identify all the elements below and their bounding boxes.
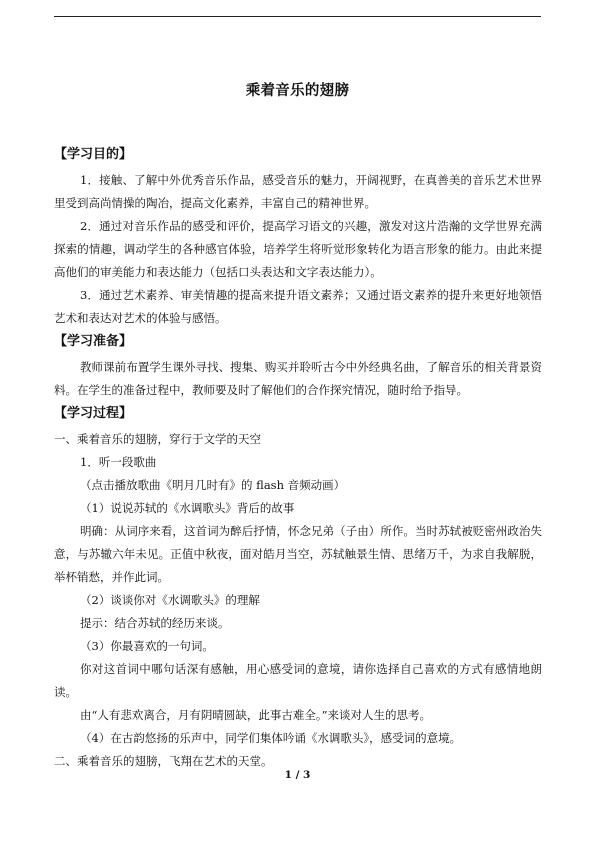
process-question-4: （4）在古韵悠扬的乐声中，同学们集体吟诵《水调歌头》，感受词的意境。 xyxy=(80,731,462,745)
heading-prep: 【学习准备】 xyxy=(54,334,133,349)
page-number: 1 / 3 xyxy=(284,769,311,781)
process-answer-paragraph: 明确：从词序来看，这首词为醉后抒情，怀念兄弟（子由）所作。当时苏轼被贬密州政治失意，与苏辙六年未见。正值中秋夜，面对皓月当空，苏轼触景生情、思绪万千，为求自我解脱，举杯销愁，并作此词。 xyxy=(54,524,542,584)
process-question-3: （3）你最喜欢的一句词。 xyxy=(80,639,214,653)
prep-paragraph: 教师课前布置学生课外寻找、搜集、购买并聆听古今中外经典名曲，了解音乐的相关背景资料。在学生的准备过程中，教师要及时了解他们的合作探究情况，随时给予指导。 xyxy=(54,360,542,397)
process-note-flash: （点击播放歌曲《明月几时有》的 flash 音频动画） xyxy=(80,478,346,492)
process-question-1: （1）说说苏轼的《水调歌头》背后的故事 xyxy=(80,501,295,515)
process-item-1: 1．听一段歌曲 xyxy=(80,455,157,469)
purpose-paragraph-1: 1．接触、了解中外优秀音乐作品，感受音乐的魅力，开阔视野，在真善美的音乐艺术世界里受到高尚情操的陶冶，提高文化素养，丰富自己的精神世界。 xyxy=(54,173,542,210)
process-reflection: 由“人有悲欢离合，月有阴晴圆缺，此事古难全。”来谈对人生的思考。 xyxy=(80,708,432,722)
page-title: 乘着音乐的翅膀 xyxy=(245,83,350,99)
process-question-2: （2）谈谈你对《水调歌头》的理解 xyxy=(80,593,260,607)
purpose-paragraph-3: 3．通过艺术素养、审美情趣的提高来提升语文素养；又通过语文素养的提升来更好地领悟艺术和表达对艺术的体验与感悟。 xyxy=(54,288,542,325)
process-section-2: 二、乘着音乐的翅膀，飞翔在艺术的天堂。 xyxy=(54,754,273,768)
header-rule xyxy=(54,16,541,17)
purpose-paragraph-2: 2．通过对音乐作品的感受和评价，提高学习语文的兴趣，激发对这片浩瀚的文学世界充满探索的情趣，调动学生的各种感官体验，培养学生将听觉形象转化为语言形象的能力。由此来提高他们的审美能力和表达能力（包括口头表达和文字表达能力）。 xyxy=(54,219,542,279)
process-section-1: 一、乘着音乐的翅膀，穿行于文学的天空 xyxy=(54,432,261,446)
heading-process: 【学习过程】 xyxy=(54,406,133,421)
process-hint: 提示：结合苏轼的经历来谈。 xyxy=(80,616,230,630)
heading-purpose: 【学习目的】 xyxy=(54,147,133,162)
process-reading-paragraph: 你对这首词中哪句话深有感触，用心感受词的意境，请你选择自己喜欢的方式有感情地朗读。 xyxy=(54,662,542,699)
